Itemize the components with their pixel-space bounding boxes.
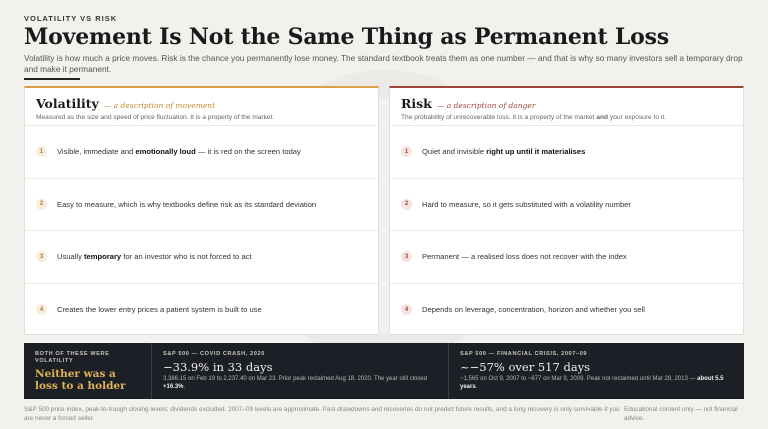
risk-title: Risk — [401, 96, 432, 111]
item-number: 3 — [401, 251, 412, 262]
page-title: Movement Is Not the Same Thing as Permanent Loss — [24, 24, 669, 50]
item-number: 1 — [401, 146, 412, 157]
page-subtitle: Volatility is how much a price moves. Risk is the chance you permanently lose money. The standard textbook treats them as one number — and that is why so many investors sell a temporary drop and make it permanent. — [24, 53, 743, 74]
risk-desc: The probability of unrecoverable loss. It is a property of the market and your exposure to it. — [401, 114, 666, 121]
eyebrow: VOLATILITY VS RISK — [24, 14, 118, 23]
item-text: Creates the lower entry prices a patient system is built to use — [57, 305, 262, 315]
item-number: 4 — [401, 304, 412, 315]
volatility-tag: — a description of movement — [103, 101, 216, 110]
risk-item-2 — [390, 179, 743, 232]
covid-label: S&P 500 — COVID CRASH, 2020 — [163, 351, 265, 357]
risk-item-3 — [390, 231, 743, 284]
volatility-desc: Measured as the size and speed of price fluctuation. It is a property of the market. — [36, 114, 275, 121]
band-headline: Neither was a loss to a holder — [35, 368, 126, 392]
footnote: S&P 500 price index, peak-to-trough closing levels; dividends excluded. 2007–09 levels are approximate. Past drawdowns and recoveries do not predict future results, and a long recovery is only survivable if you are never a forced seller. — [24, 406, 620, 422]
risk-item-1 — [390, 126, 743, 179]
item-text: Permanent — a realised loss does not recover with the index — [422, 252, 627, 262]
item-text: Visible, immediate and emotionally loud — it is red on the screen today — [57, 147, 301, 157]
volatility-header — [25, 88, 378, 126]
risk-header — [390, 88, 743, 126]
gfc-stat: ~−57% over 517 days — [460, 360, 591, 374]
band-summary — [24, 343, 152, 399]
volatility-item-3 — [25, 231, 378, 284]
volatility-item-1 — [25, 126, 378, 179]
volatility-panel — [24, 86, 379, 335]
covid-example — [152, 343, 449, 399]
gfc-detail: ~1,565 on Oct 9, 2007 to ~677 on Mar 9, 2009. Peak not reclaimed until Mar 28, 2013 — about 5.5 years. — [460, 376, 724, 390]
risk-item-4 — [390, 284, 743, 337]
risk-panel — [389, 86, 744, 335]
covid-detail: 3,386.15 on Feb 19 to 2,237.40 on Mar 23. Prior peak reclaimed Aug 18, 2020. The year still closed +16.3%. — [163, 376, 428, 390]
band-label: BOTH OF THESE WERE VOLATILITY — [35, 351, 110, 364]
disclaimer: Educational content only — not financial advice. — [624, 406, 738, 422]
item-text: Quiet and invisible right up until it materialises — [422, 147, 586, 157]
page — [24, 0, 744, 429]
item-number: 2 — [401, 199, 412, 210]
gfc-example — [449, 343, 744, 399]
item-number: 3 — [36, 251, 47, 262]
volatility-title: Volatility — [36, 96, 99, 111]
item-text: Usually temporary for an investor who is not forced to act — [57, 252, 252, 262]
item-number: 2 — [36, 199, 47, 210]
item-number: 1 — [36, 146, 47, 157]
gfc-label: S&P 500 — FINANCIAL CRISIS, 2007–09 — [460, 351, 588, 357]
covid-stat: −33.9% in 33 days — [163, 360, 273, 374]
item-text: Easy to measure, which is why textbooks define risk as its standard deviation — [57, 199, 317, 209]
title-rule — [24, 78, 80, 80]
volatility-item-2 — [25, 179, 378, 232]
volatility-item-4 — [25, 284, 378, 337]
item-number: 4 — [36, 304, 47, 315]
examples-band — [24, 343, 744, 399]
item-text: Hard to measure, so it gets substituted with a volatility number — [422, 199, 631, 209]
item-text: Depends on leverage, concentration, horizon and whether you sell — [422, 305, 645, 315]
risk-tag: — a description of danger — [436, 101, 536, 110]
